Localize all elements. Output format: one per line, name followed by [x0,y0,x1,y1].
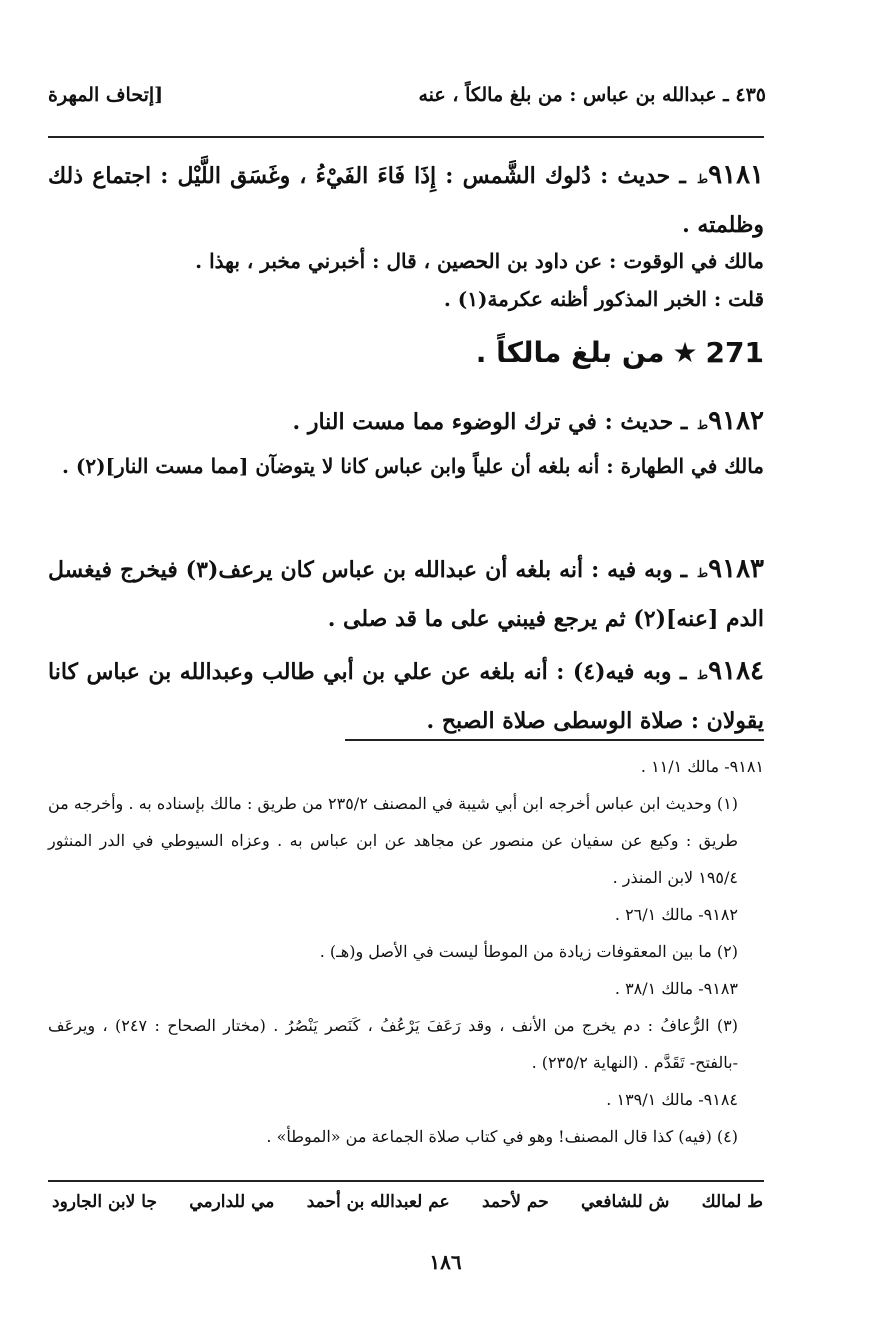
abbreviation-item: ش للشافعي [581,1192,670,1212]
hadith-text: ـ وبه فيه(٤) : أنه بلغه عن علي بن أبي طالب وعبدالله بن عباس كانا يقولان : صلاة الوسطى صلاة الصبح . [48,659,764,734]
footnote: (٢) ما بين المعقوفات زيادة من الموطأ ليست في الأصل و(هـ) . [319,942,738,961]
abbreviation-item: جا لابن الجارود [52,1192,157,1212]
page-number: ١٨٦ [429,1250,462,1274]
abbreviation-item: حم لأحمد [482,1192,549,1212]
header-rule [48,136,764,138]
abbreviation-item: مي للدارمي [189,1192,275,1212]
abbreviation-item: عم لعبدالله بن أحمد [306,1192,450,1212]
hadith-note-line: قلت : الخبر المذكور أظنه عكرمة(١) . [443,287,764,311]
footnotes-section [48,748,764,1155]
hadith-text: ـ حديث : في ترك الوضوء مما مست النار . [292,409,688,435]
footnote: (٣) الرُّعافُ : دم يخرج من الأنف ، وقد رَعَفَ يَرْعُفُ ، كَنَصر يَنْصُرُ . (مختار الصحاح : ٢٤٧) ، ويرعَف -بالفتح- تَقَدَّم . (النهاية ٢٣٥/٢) . [48,1016,738,1072]
hadith-source-line: مالك في الوقوت : عن داود بن الحصين ، قال : أخبرني مخبر ، بهذا . [195,249,764,273]
hadith-entry [48,152,764,248]
hadith-entry [48,648,764,744]
page-header [48,84,766,106]
source-mark: ط [697,566,709,580]
hadith-number: ٩١٨٣ [708,554,764,584]
footnote-separator [345,739,764,741]
source-mark: ط [697,172,709,186]
hadith-detail [48,444,794,488]
hadith-source-line: مالك في الطهارة : أنه بلغه أن علياً وابن عباس كانا لا يتوضآن [مما مست النار](٢) . [61,454,764,478]
hadith-text: ـ وبه فيه : أنه بلغه أن عبدالله بن عباس كان يرعف(٣) فيخرج فيغسل الدم [عنه](٢) ثم يرجع فيبني على ما قد صلى . [48,557,764,632]
chapter-heading [48,336,770,369]
footnote: (٤) (فيه) كذا قال المصنف! وهو في كتاب صلاة الجماعة من «الموطأ» . [266,1127,738,1146]
hadith-number: ٩١٨١ [708,160,764,190]
book-title: [إتحاف المهرة [48,84,164,106]
hadith-detail [48,242,794,318]
abbreviations-rule [48,1180,764,1182]
star-icon: ★ [672,336,698,369]
source-mark: ط [697,418,709,432]
hadith-text: ـ حديث : دُلوك الشَّمس : إِذَا فَاءَ الفَيْءُ ، وغَسَق اللَّيْل : اجتماع ذلك وظلمته . [48,163,764,238]
footnote: (١) وحديث ابن عباس أخرجه ابن أبي شيبة في المصنف ٢٣٥/٢ من طريق : مالك بإسناده به . وأخرجه من طريق : وكيع عن سفيان عن منصور عن مجاهد عن ابن عباس به . وعزاه السيوطي في الدر المنثور ١٩٥/٤ لابن المنذر . [48,794,739,887]
abbreviation-item: ط لمالك [701,1192,763,1212]
hadith-number: ٩١٨٤ [708,656,764,686]
footnote-reference: ٩١٨٣- مالك ٣٨/١ . [614,979,738,998]
footnote-reference: ٩١٨١- مالك ١١/١ . [640,757,764,776]
source-mark: ط [697,668,709,682]
footnote-reference: ٩١٨٤- مالك ١٣٩/١ . [606,1090,738,1109]
hadith-entry [48,398,764,448]
hadith-number: ٩١٨٢ [708,406,764,436]
chapter-title: من بلغ مالكاً . [475,336,665,369]
chapter-number: 271 [705,336,764,369]
hadith-entry [48,546,764,642]
footnote-reference: ٩١٨٢- مالك ٢٦/١ . [614,905,738,924]
abbreviations-key [52,1192,763,1212]
running-title: ٤٣٥ ـ عبدالله بن عباس : من بلغ مالكاً ، عنه [418,84,766,106]
